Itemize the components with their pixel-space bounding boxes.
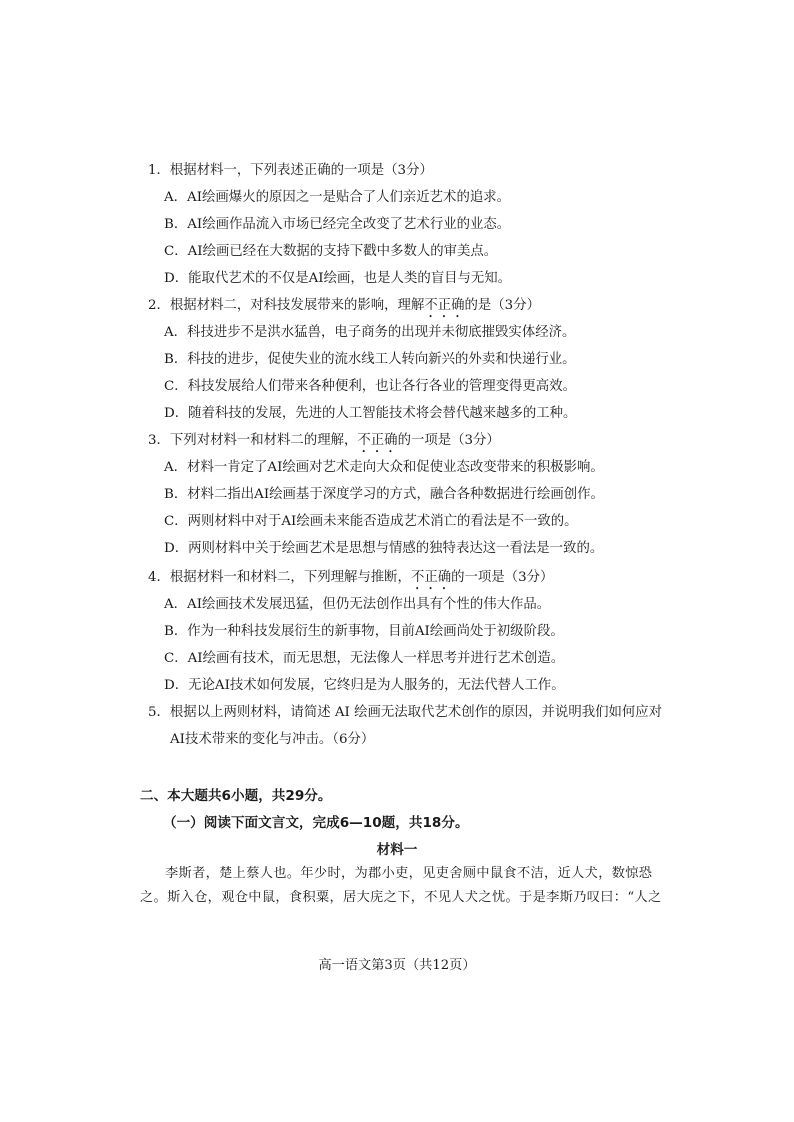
- page-footer: 高一语文第3页（共12页）: [318, 958, 476, 973]
- classical-text-line-1: 李斯者，楚上蔡人也。年少时，为郡小吏，见吏舍厕中鼠食不洁，近人犬，数惊恐: [165, 866, 653, 881]
- question-4-stem-emphasis: 不正确: [410, 570, 452, 585]
- question-3-stem-pre: 3．下列对材料一和材料二的理解，: [148, 433, 358, 448]
- question-5-stem-line-1: 5．根据以上两则材料，请简述 AI 绘画无法取代艺术创作的原因，并说明我们如何应对: [148, 705, 663, 720]
- question-2-option-a: A．科技进步不是洪水猛兽，电子商务的出现并未彻底摧毁实体经济。: [164, 325, 576, 340]
- question-2-option-d: D．随着科技的发展，先进的人工智能技术将会替代越来越多的工种。: [164, 406, 577, 421]
- question-1-stem: 1．根据材料一，下列表述正确的一项是（3分）: [148, 163, 433, 178]
- question-3-option-c: C．两则材料中对于AI绘画未来能否造成艺术消亡的看法是不一致的。: [164, 514, 578, 529]
- question-3-stem-emphasis: 不正确: [357, 433, 398, 448]
- question-2-option-c: C．科技发展给人们带来各种便利，也让各行各业的管理变得更高效。: [164, 379, 576, 394]
- question-3-option-d: D．两则材料中关于绘画艺术是思想与情感的独特表达这一看法是一致的。: [164, 541, 604, 556]
- question-3-option-b: B．材料二指出AI绘画基于深度学习的方式，融合各种数据进行绘画创作。: [164, 487, 604, 502]
- question-2-stem: [148, 297, 540, 321]
- question-3-option-a: A．材料一肯定了AI绘画对艺术走向大众和促使业态改变带来的积极影响。: [164, 460, 604, 475]
- question-4-stem-post: 的一项是（3分）: [451, 570, 554, 585]
- question-4-option-b: B．作为一种科技发展衍生的新事物，目前AI绘画尚处于初级阶段。: [164, 624, 564, 639]
- material-1-title: 材料一: [376, 842, 418, 858]
- question-2-stem-emphasis: 不正确: [424, 298, 465, 313]
- question-2-option-b: B．科技的进步，促使失业的流水线工人转向新兴的外卖和快递行业。: [164, 352, 576, 367]
- question-4-option-a: A．AI绘画技术发展迅猛，但仍无法创作出具有个性的伟大作品。: [164, 597, 551, 612]
- question-3-stem: [148, 432, 500, 456]
- question-2-stem-pre: 2．根据材料二，对科技发展带来的影响，理解: [148, 298, 425, 313]
- question-1-option-b: B．AI绘画作品流入市场已经完全改变了艺术行业的业态。: [164, 217, 511, 232]
- question-5-stem-line-2: AI技术带来的变化与冲击。（6分）: [170, 732, 375, 747]
- question-4-stem-pre: 4．根据材料一和材料二，下列理解与推断，: [148, 570, 411, 585]
- question-3-stem-post: 的一项是（3分）: [397, 433, 500, 448]
- question-1-option-a: A．AI绘画爆火的原因之一是贴合了人们亲近艺术的追求。: [164, 190, 511, 205]
- question-2-stem-post: 的是（3分）: [464, 298, 540, 313]
- section-2-subtitle: （一）阅读下面文言文，完成6—10题，共18分。: [163, 815, 469, 831]
- question-4-stem: [148, 569, 553, 593]
- section-2-title: 二、本大题共6小题，共29分。: [140, 788, 332, 804]
- question-1-option-d: D．能取代艺术的不仅是AI绘画，也是人类的盲目与无知。: [164, 271, 512, 286]
- question-4-option-d: D．无论AI技术如何发展，它终归是为人服务的，无法代替人工作。: [164, 678, 565, 693]
- question-1-option-c: C．AI绘画已经在大数据的支持下戳中多数人的审美点。: [164, 244, 498, 259]
- question-4-option-c: C．AI绘画有技术，而无思想，无法像人一样思考并进行艺术创造。: [164, 651, 565, 666]
- classical-text-line-2: 之。斯入仓，观仓中鼠，食积粟，居大庑之下，不见人犬之忧。于是李斯乃叹曰：“人之: [140, 890, 662, 905]
